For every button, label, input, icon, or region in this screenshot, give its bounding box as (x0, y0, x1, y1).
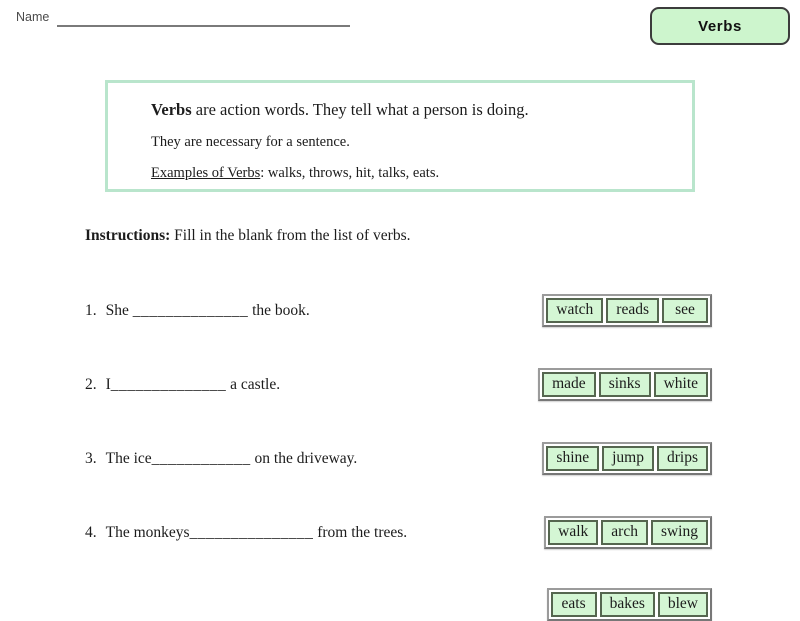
question-4-number: 4. (85, 524, 97, 541)
title-badge-label: Verbs (698, 17, 742, 35)
question-3-post: on the driveway. (250, 450, 358, 467)
question-4-blank[interactable]: _______________ (189, 524, 314, 541)
word-option[interactable]: arch (601, 520, 648, 545)
word-option[interactable]: made (542, 372, 596, 397)
word-bank-2 (538, 368, 712, 401)
question-2-post: a castle. (226, 376, 281, 393)
word-option[interactable]: walk (548, 520, 598, 545)
word-bank-1 (542, 294, 712, 327)
question-3 (85, 450, 357, 468)
definition-term: Verbs (151, 100, 192, 119)
question-4 (85, 524, 407, 542)
definition-line-3 (151, 165, 672, 182)
word-option[interactable]: bakes (600, 592, 655, 617)
definition-line-1-text: are action words. They tell what a person is doing. (191, 100, 529, 119)
word-bank-partial (547, 588, 712, 621)
question-2 (85, 376, 280, 394)
word-option[interactable]: drips (657, 446, 708, 471)
word-option[interactable]: reads (606, 298, 659, 323)
question-2-pre: I (105, 376, 111, 393)
word-option[interactable]: see (662, 298, 708, 323)
word-option[interactable]: blew (658, 592, 708, 617)
definition-line-2: They are necessary for a sentence. (151, 134, 350, 150)
question-3-number: 3. (85, 450, 97, 467)
question-4-post: from the trees. (313, 524, 408, 541)
word-option[interactable]: watch (546, 298, 603, 323)
definition-line-1 (151, 100, 672, 120)
instructions-label: Instructions: (85, 227, 171, 244)
question-2-number: 2. (85, 376, 97, 393)
word-option[interactable]: shine (546, 446, 599, 471)
definition-box (105, 80, 695, 192)
word-option[interactable]: eats (551, 592, 597, 617)
word-option[interactable]: sinks (599, 372, 651, 397)
question-1-pre: She (105, 302, 133, 319)
word-option[interactable]: swing (651, 520, 708, 545)
question-3-pre: The ice (105, 450, 152, 467)
word-bank-3 (542, 442, 712, 475)
question-3-blank[interactable]: ____________ (151, 450, 251, 467)
instructions (85, 227, 411, 245)
word-option[interactable]: jump (602, 446, 654, 471)
examples-label: Examples of Verbs (151, 165, 261, 181)
title-badge (650, 7, 790, 45)
question-1-number: 1. (85, 302, 97, 319)
instructions-text: Fill in the blank from the list of verbs. (170, 227, 411, 244)
question-2-blank[interactable]: ______________ (110, 376, 227, 393)
question-1 (85, 302, 310, 320)
question-1-blank[interactable]: ______________ (132, 302, 249, 319)
name-blank-line[interactable] (57, 10, 350, 27)
name-label: Name (16, 10, 50, 24)
examples-list: : walks, throws, hit, talks, eats. (260, 165, 440, 181)
word-bank-4 (544, 516, 712, 549)
question-4-pre: The monkeys (105, 524, 190, 541)
question-1-post: the book. (248, 302, 310, 319)
word-option[interactable]: white (654, 372, 708, 397)
